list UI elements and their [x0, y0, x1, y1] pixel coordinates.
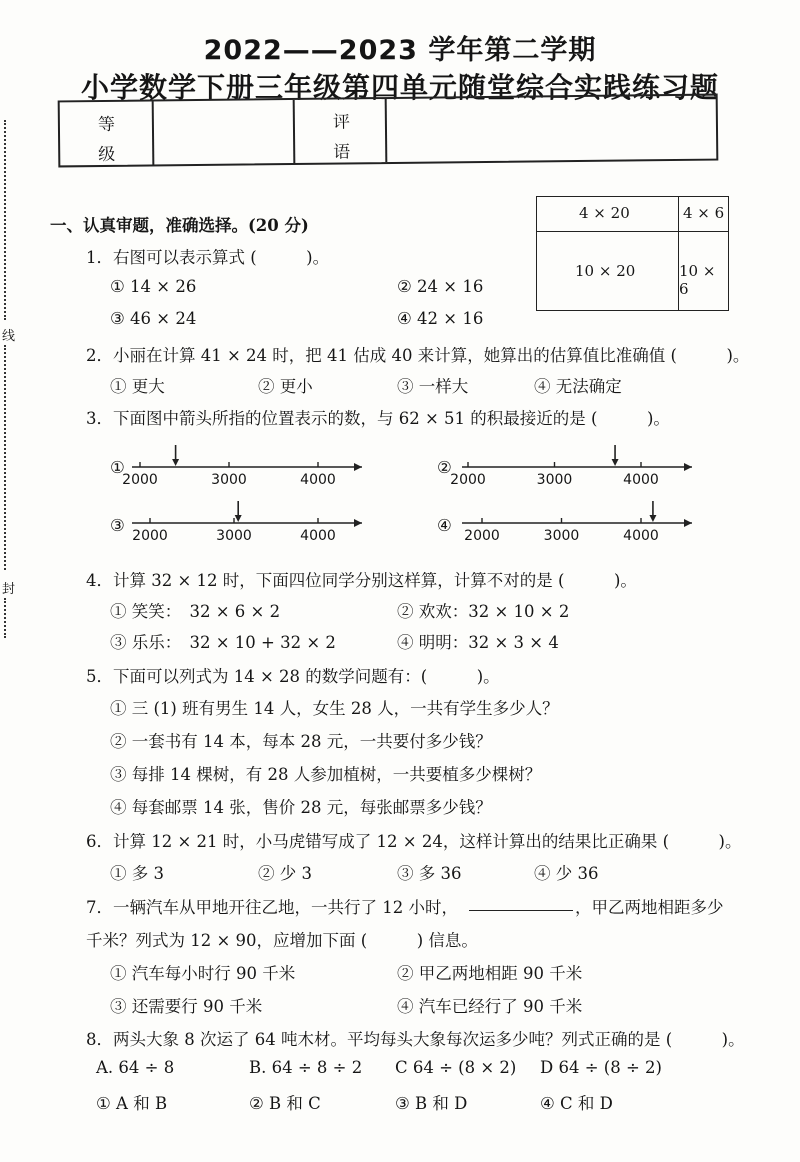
question-3-stem: 3．下面图中箭头所指的位置表示的数，与 62 × 51 的积最接近的是 ( )。 [86, 409, 670, 428]
number-line-2-tick-label: 3000 [536, 472, 573, 488]
question-1-option-3[interactable]: ③ 46 × 24 [110, 309, 197, 328]
question-7-stem-part-3: 千米？列式为 12 × 90，应增加下面 ( ) 信息。 [86, 931, 478, 950]
question-8-choice-1[interactable]: ① A 和 B [96, 1094, 168, 1113]
number-line-1-arrowhead [354, 463, 362, 471]
question-7-option-2[interactable]: ② 甲乙两地相距 90 千米 [397, 964, 583, 983]
question-8-expression-a: A. 64 ÷ 8 [96, 1058, 175, 1077]
question-4-option-4[interactable]: ④ 明明：32 × 3 × 4 [397, 633, 559, 652]
question-2-option-3[interactable]: ③ 一样大 [397, 377, 469, 396]
question-3-option-3[interactable]: ③ [110, 516, 125, 535]
section-1-heading: 一、认真审题，准确选择。(20 分) [50, 216, 309, 235]
question-6-option-4[interactable]: ④ 少 36 [534, 864, 599, 883]
number-line-3-tick-label: 2000 [132, 528, 168, 544]
question-1-option-4[interactable]: ④ 42 × 16 [397, 309, 484, 328]
question-7-option-4[interactable]: ④ 汽车已经行了 90 千米 [397, 997, 583, 1016]
question-5-option-1[interactable]: ① 三 (1) 班有男生 14 人，女生 28 人，一共有学生多少人？ [110, 699, 559, 718]
question-8-expression-c: C 64 ÷ (8 × 2) [395, 1058, 517, 1077]
exam-year-title: 2022——2023 学年第二学期 [203, 35, 597, 66]
number-line-1-tick-label: 2000 [122, 472, 158, 488]
binding-char-bottom: 封 [2, 582, 16, 597]
area-model-bottom-left: 10 × 20 [575, 262, 636, 280]
question-3-option-2[interactable]: ② [437, 458, 452, 477]
question-7-answer-blank[interactable] [469, 910, 573, 911]
question-5-option-4[interactable]: ④ 每套邮票 14 张，售价 28 元，每张邮票多少钱？ [110, 798, 492, 817]
question-8-expression-b: B. 64 ÷ 8 ÷ 2 [249, 1058, 363, 1077]
question-8-expression-d: D 64 ÷ (8 ÷ 2) [540, 1058, 662, 1077]
binding-char-top: 线 [2, 329, 16, 344]
area-model-top-right: 4 × 6 [683, 204, 725, 222]
question-4-option-1[interactable]: ① 笑笑： 32 × 6 × 2 [110, 602, 281, 621]
question-8-choice-3[interactable]: ③ B 和 D [395, 1094, 468, 1113]
number-line-3-tick-label: 3000 [216, 528, 252, 544]
grade-label-char-2: 级 [98, 144, 116, 166]
question-6-option-1[interactable]: ① 多 3 [110, 864, 164, 883]
number-line-4-tick-label: 3000 [543, 528, 580, 544]
question-8-stem: 8．两头大象 8 次运了 64 吨木材。平均每头大象每次运多少吨？列式正确的是 ( )。 [86, 1030, 745, 1049]
question-7-option-1[interactable]: ① 汽车每小时行 90 千米 [110, 964, 296, 983]
question-2-option-1[interactable]: ① 更大 [110, 377, 165, 396]
question-4-stem: 4．计算 32 × 12 时，下面四位同学分别这样算，计算不对的是 ( )。 [86, 571, 637, 590]
question-8-choice-2[interactable]: ② B 和 C [249, 1094, 321, 1113]
grade-label-char-1: 等 [97, 114, 116, 136]
number-line-1-tick-label: 4000 [300, 472, 336, 488]
question-8-choice-4[interactable]: ④ C 和 D [540, 1094, 613, 1113]
number-line-2-tick-label: 4000 [623, 472, 659, 488]
number-line-4-arrowhead [684, 519, 692, 527]
question-4-option-2[interactable]: ② 欢欢：32 × 10 × 2 [397, 602, 570, 621]
question-1-option-2[interactable]: ② 24 × 16 [397, 277, 484, 296]
number-line-2-tick-label: 2000 [450, 472, 486, 488]
question-7-stem-part-2: ，甲乙两地相距多少 [575, 898, 724, 917]
number-line-4-tick-label: 4000 [623, 528, 659, 544]
question-5-option-2[interactable]: ② 一套书有 14 本，每本 28 元，一共要付多少钱？ [110, 732, 492, 751]
question-6-stem: 6．计算 12 × 21 时，小马虎错写成了 12 × 24，这样计算出的结果比正确果 ( )。 [86, 832, 742, 851]
question-3-option-1[interactable]: ① [110, 458, 125, 477]
number-line-3-arrowhead [354, 519, 362, 527]
question-5-option-3[interactable]: ③ 每排 14 棵树，有 28 人参加植树，一共要植多少棵树？ [110, 765, 542, 784]
number-line-3-pointer-head [235, 515, 242, 522]
number-line-4-tick-label: 2000 [464, 528, 500, 544]
question-7-option-3[interactable]: ③ 还需要行 90 千米 [110, 997, 263, 1016]
area-model-bottom-right: 10 × 6 [679, 262, 716, 298]
area-model-top-left: 4 × 20 [579, 204, 630, 222]
question-2-option-2[interactable]: ② 更小 [258, 377, 313, 396]
exam-subject-title: 小学数学下册三年级第四单元随堂综合实践练习题 [80, 71, 719, 104]
question-4-option-3[interactable]: ③ 乐乐： 32 × 10 + 32 × 2 [110, 633, 336, 652]
question-7-stem-part-1: 7．一辆汽车从甲地开往乙地，一共行了 12 小时， [86, 898, 458, 917]
question-6-option-3[interactable]: ③ 多 36 [397, 864, 462, 883]
question-6-option-2[interactable]: ② 少 3 [258, 864, 312, 883]
question-3-option-4[interactable]: ④ [437, 516, 452, 535]
comment-label-char-1: 评 [332, 112, 351, 133]
number-line-3-tick-label: 4000 [300, 528, 336, 544]
question-2-stem: 2．小丽在计算 41 × 24 时，把 41 估成 40 来计算，她算出的估算值比准确值 ( )。 [86, 346, 750, 365]
number-line-4-pointer-head [649, 515, 656, 522]
number-line-1-tick-label: 3000 [211, 472, 247, 488]
number-line-1-pointer-head [172, 459, 179, 466]
question-1-option-1[interactable]: ① 14 × 26 [110, 277, 197, 296]
question-2-option-4[interactable]: ④ 无法确定 [534, 377, 622, 396]
question-5-stem: 5．下面可以列式为 14 × 28 的数学问题有：( )。 [86, 667, 500, 686]
question-1-stem: 1．右图可以表示算式 ( )。 [86, 248, 330, 267]
comment-label-char-2: 语 [333, 142, 351, 163]
number-line-2-pointer-head [612, 459, 619, 466]
number-line-2-arrowhead [684, 463, 692, 471]
